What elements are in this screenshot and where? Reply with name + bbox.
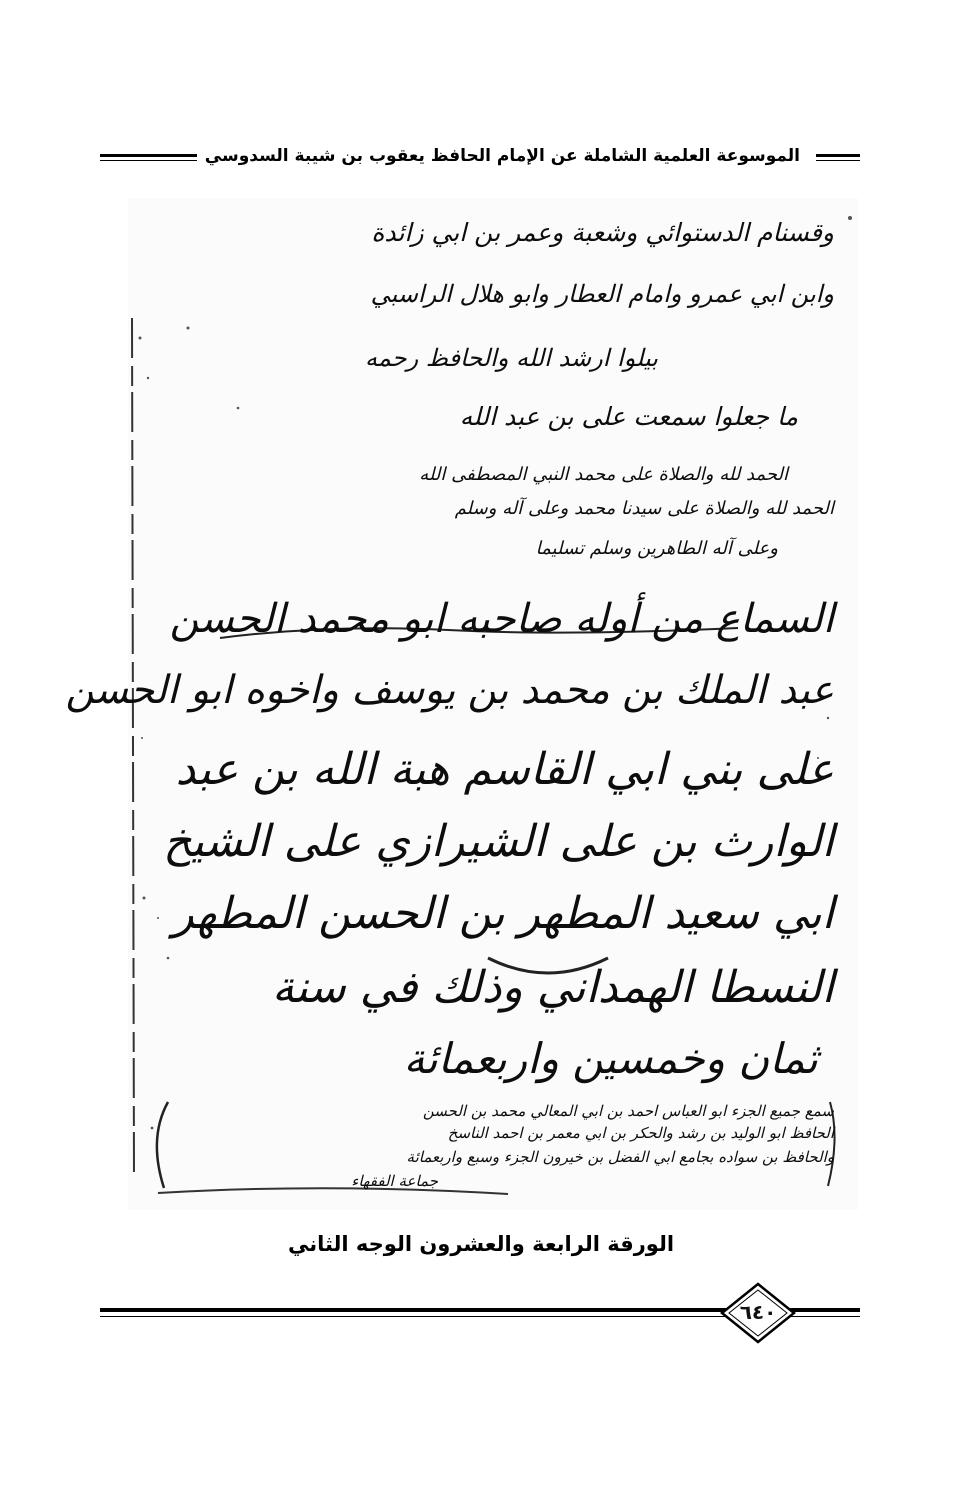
manuscript-line-7: وعلى آله الطاهرين وسلم تسليما <box>535 538 778 559</box>
manuscript-line-4: ما جعلوا سمعت على بن عبد الله <box>459 402 798 431</box>
folio-caption: الورقة الرابعة والعشرون الوجه الثاني <box>287 1232 675 1256</box>
manuscript-line-6: الحمد لله والصلاة على سيدنا محمد وعلى آله وسلم <box>454 498 834 519</box>
manuscript-line-8: السماع من أوله صاحبه ابو محمد الحسن <box>169 596 834 642</box>
manuscript-note-line-1: سمع جميع الجزء ابو العباس احمد بن ابي المعالي محمد بن الحسن <box>422 1102 834 1120</box>
manuscript-line-10: على بني ابي القاسم هبة الله بن عبد <box>175 744 834 795</box>
manuscript-line-1: وقسنام الدستوائي وشعبة وعمر بن ابي زائدة <box>371 218 834 247</box>
manuscript-note-line-2: الحافظ ابو الوليد بن رشد والحكر بن ابي معمر بن احمد الناسخ <box>447 1124 834 1142</box>
running-header-title: الموسوعة العلمية الشاملة عن الإمام الحافظ يعقوب بن شيبة السدوسي <box>197 146 808 166</box>
manuscript-note-line-3: والحافظ بن سواده بجامع ابي الفضل بن خيرون الجزء وسبع واربعمائة <box>406 1148 834 1166</box>
manuscript-note-line-4: جماعة الفقهاء <box>351 1172 438 1190</box>
manuscript-line-9: عبد الملك بن محمد بن يوسف واخوه ابو الحسن <box>65 668 834 713</box>
manuscript-line-5: الحمد لله والصلاة على محمد النبي المصطفى الله <box>419 464 788 485</box>
manuscript-line-2: وابن ابي عمرو وامام العطار وابو هلال الراسبي <box>370 280 834 308</box>
manuscript-line-12: ابي سعيد المطهر بن الحسن المطهر <box>172 888 834 939</box>
manuscript-line-11: الوارث بن على الشيرازي على الشيخ <box>163 816 834 867</box>
page-footer <box>100 1272 860 1352</box>
manuscript-line-3: بيلوا ارشد الله والحافظ رحمه <box>364 344 658 372</box>
manuscript-line-13: النسطا الهمداني وذلك في سنة <box>272 962 834 1013</box>
manuscript-line-14: ثمان وخمسين واربعمائة <box>403 1034 818 1083</box>
manuscript-page-image <box>65 198 858 1210</box>
header-rule-right <box>816 154 860 161</box>
page-header <box>100 138 860 178</box>
page-number: ٦٤٠ <box>739 1300 777 1324</box>
page-number-badge <box>720 1282 796 1344</box>
